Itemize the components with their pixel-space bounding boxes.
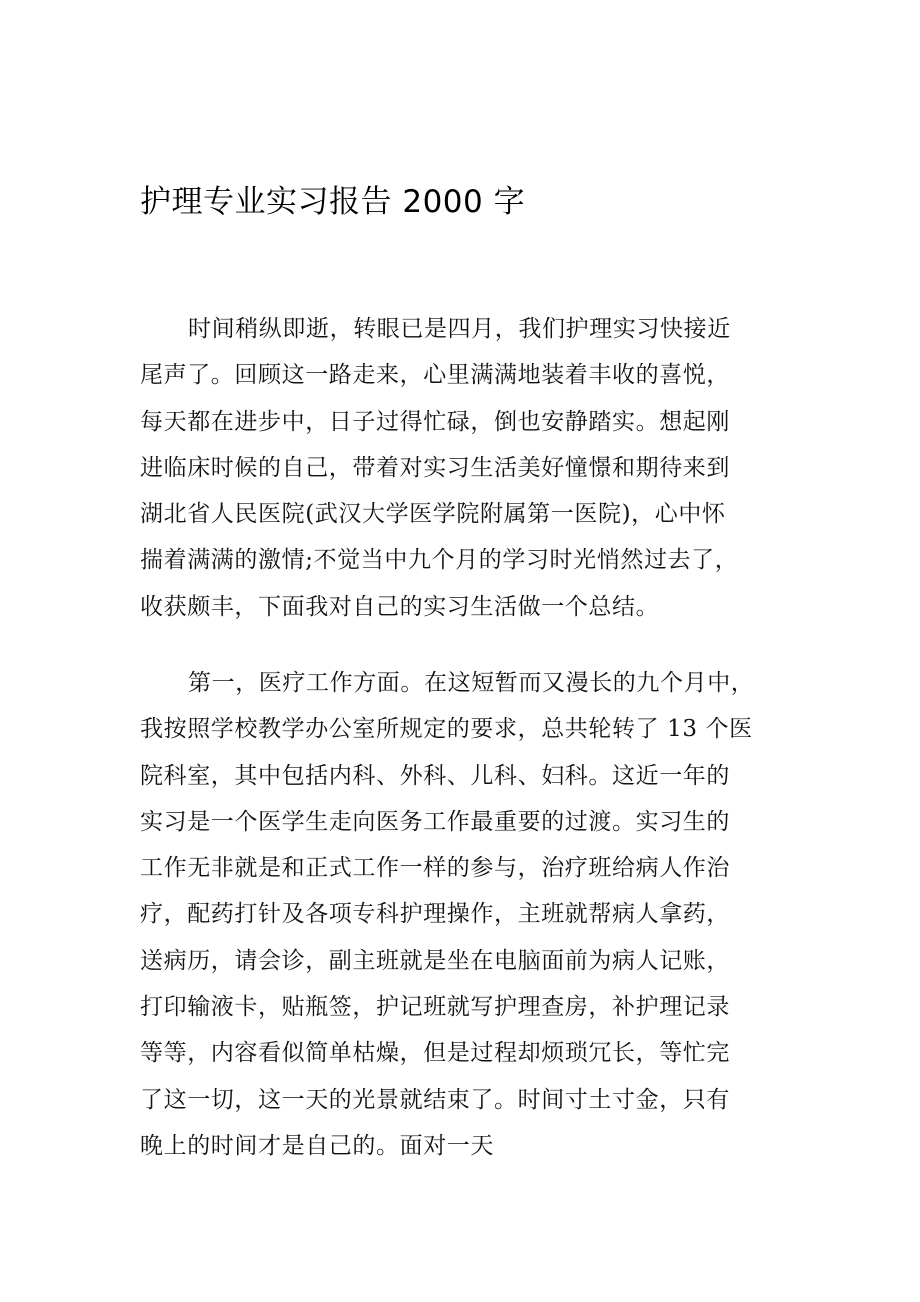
paragraph-line: 了这一切，这一天的光景就结束了。时间寸土寸金，只有 — [140, 1086, 730, 1113]
paragraph-line: 送病历，请会诊，副主班就是坐在电脑面前为病人记账， — [140, 947, 730, 974]
paragraph-1 — [140, 306, 780, 630]
paragraph-line: 工作无非就是和正式工作一样的参与，治疗班给病人作治 — [140, 855, 730, 882]
paragraph-line: 每天都在进步中，日子过得忙碌，倒也安静踏实。想起刚 — [140, 408, 730, 435]
paragraph-line: 等等，内容看似简单枯燥，但是过程却烦琐冗长，等忙完 — [140, 1040, 730, 1067]
paragraph-line: 尾声了。回顾这一路走来，心里满满地装着丰收的喜悦， — [140, 362, 730, 389]
paragraph-line: 收获颇丰，下面我对自己的实习生活做一个总结。 — [140, 593, 660, 620]
paragraph-line: 晚上的时间才是自己的。面对一天 — [140, 1132, 494, 1159]
paragraph-line: 我按照学校教学办公室所规定的要求，总共轮转了 13 个医 — [140, 716, 753, 743]
paragraph-line: 院科室，其中包括内科、外科、儿科、妇科。这近一年的 — [140, 762, 730, 789]
paragraph-2 — [140, 660, 780, 1169]
paragraph-line: 第一，医疗工作方面。在这短暂而又漫长的九个月中， — [188, 670, 755, 696]
paragraph-line: 实习是一个医学生走向医务工作最重要的过渡。实习生的 — [140, 808, 730, 835]
document-title: 护理专业实习报告 2000 字 — [140, 184, 526, 220]
paragraph-line: 时间稍纵即逝，转眼已是四月，我们护理实习快接近 — [188, 316, 731, 342]
paragraph-line: 湖北省人民医院(武汉大学医学院附属第一医院)，心中怀 — [140, 501, 726, 528]
paragraph-line: 揣着满满的激情;不觉当中九个月的学习时光悄然过去了， — [140, 547, 739, 574]
paragraph-line: 疗，配药打针及各项专科护理操作，主班就帮病人拿药， — [140, 901, 730, 928]
paragraph-line: 进临床时候的自己，带着对实习生活美好憧憬和期待来到 — [140, 454, 730, 481]
paragraph-line: 打印输液卡，贴瓶签，护记班就写护理查房，补护理记录 — [140, 994, 730, 1021]
